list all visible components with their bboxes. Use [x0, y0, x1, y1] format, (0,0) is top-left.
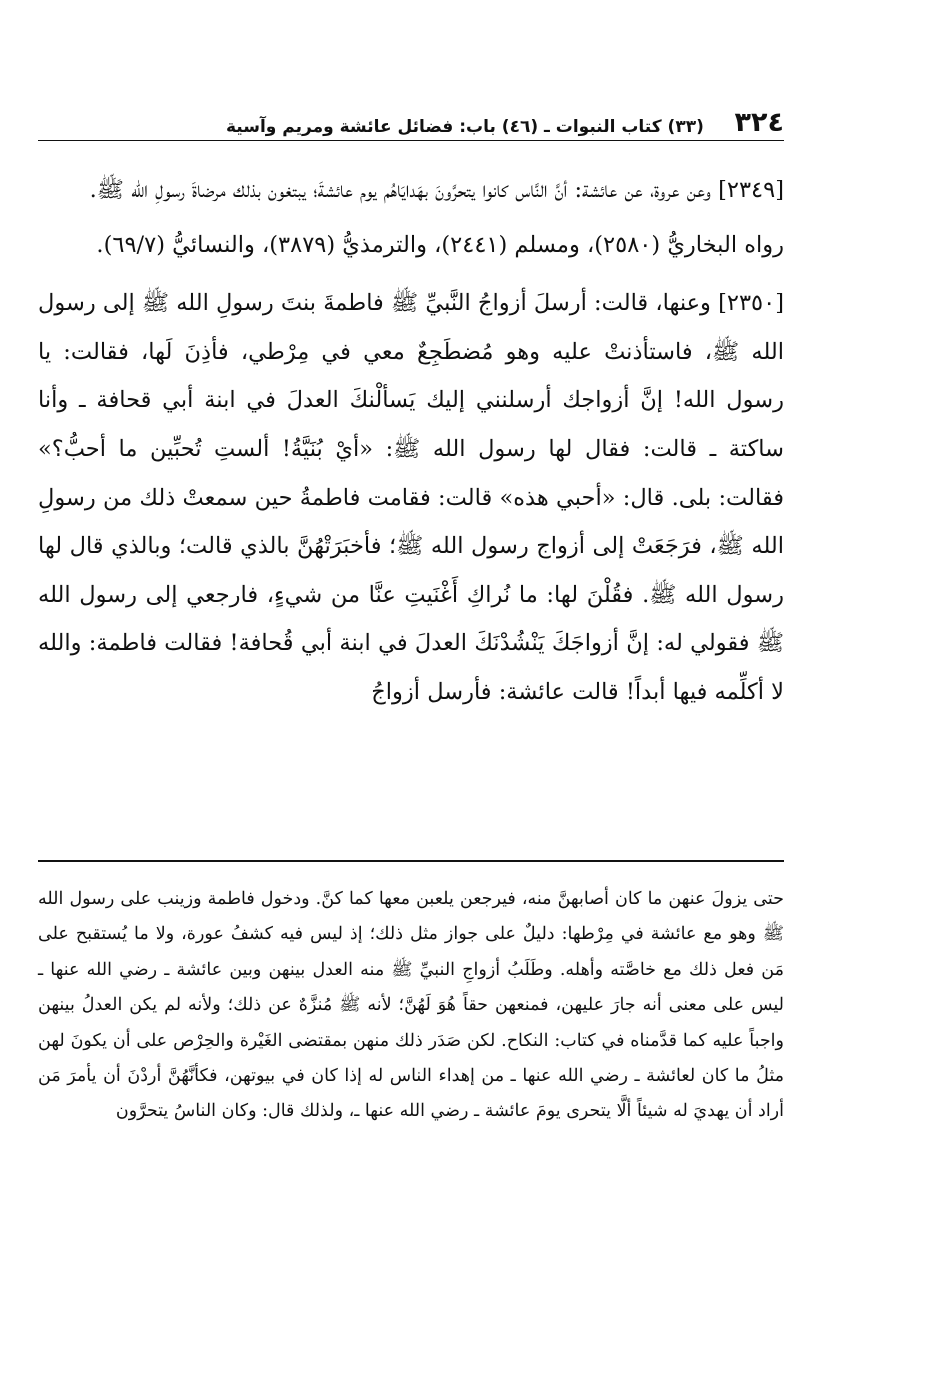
page-number: ٣٢٤	[734, 107, 784, 138]
running-header	[38, 104, 784, 138]
hadith-2349-source: رواه البخاريُّ (٢٥٨٠)، ومسلم (٢٤٤١)، والترمذيُّ (٣٨٧٩)، والنسائيُّ (٦٩/٧).	[96, 231, 784, 258]
footnote-text: حتى يزولَ عنهن ما كان أصابهنَّ منه، فيرجعن يلعبن معها كما كنَّ. ودخول فاطمة وزينب على رسول الله ﷺ وهو مع عائشة في مِرْطها: دليلٌ على جواز مثل ذلك؛ إذ ليس فيه كشفُ عورة، ولا ما يُستقبح على مَن فعل ذلك مع خاصَّته وأهله. وطَلَبُ أزواجِ النبيِّ ﷺ منه العدل بينهن وبين عائشة ـ رضي الله عنها ـ ليس على معنى أنه جارَ عليهن، فمنعهن حقاً هُوَ لَهُنَّ؛ لأنه ﷺ مُنزَّهٌ عن ذلك؛ ولأنه لم يكن العدلُ بينهن واجباً عليه كما قدَّمناه في كتاب: النكاح. لكن صَدَر ذلك منهن بمقتضى الغَيْرة والحِرْص على أن يكونَ لهن مثلُ ما كان لعائشة ـ رضي الله عنها ـ من إهداء الناس له إذا كان في بيوتهن، فكأنَّهُنَّ أردْنَ أن يأمرَ مَن أراد أن يهديَ له شيئاً ألَّا يتحرى يومَ عائشة ـ رضي الله عنها ـ، ولذلك قال: وكان الناسُ يتحرَّون	[38, 889, 784, 1122]
main-text	[38, 166, 784, 723]
hadith-2350-text: [٢٣٥٠] وعنها، قالت: أرسلَ أزواجُ النَّبيِّ ﷺ فاطمةَ بنتَ رسولِ الله ﷺ إلى رسول الله ﷺ، فاستأذنتْ عليه وهو مُضطَجِعٌ معي في مِرْطي، فأذِنَ لَها، فقالت: يا رسول الله! إنَّ أزواجك أرسلنني إليك يَسألْنكَ العدلَ في ابنة أبي قحافة ـ وأنا ساكتة ـ قالت: فقال لها رسول الله ﷺ: «أيْ بُنَيَّةُ! ألستِ تُحبِّين ما أحبُّ؟» فقالت: بلى. قال: «أحبي هذه» قالت: فقامت فاطمةُ حين سمعتْ ذلك من رسولِ الله ﷺ، فرَجَعَتْ إلى أزواج رسول الله ﷺ؛ فأخبَرَتْهُنَّ بالذي قالت؛ وبالذي قال لها رسول الله ﷺ. فقُلْنَ لها: ما نُراكِ أَغْنَيتِ عنَّا من شيءٍ، فارجعي إلى رسول الله ﷺ فقولي له: إنَّ أزواجَكَ يَنْشُدْنَكَ العدلَ في ابنة أبي قُحافة! فقالت فاطمة: والله لا أكلِّمه فيها أبداً! قالت عائشة: فأرسل أزواجُ	[38, 290, 784, 705]
running-title: (٣٣) كتاب النبوات ـ (٤٦) باب: فضائل عائشة ومريم وآسية	[226, 117, 704, 137]
hadith-2349-text: [٢٣٤٩] وعن عروة، عن عائشة: أنَّ النَّاس كانوا يتحرَّونَ بهَدايَاهُم يوم عائشةَ؛ يبتغون بذلك مرضاةَ رسولِ الله ﷺ.	[89, 177, 784, 203]
header-divider	[38, 140, 784, 141]
footnote-section	[38, 882, 784, 1130]
footnote-divider	[38, 860, 784, 862]
